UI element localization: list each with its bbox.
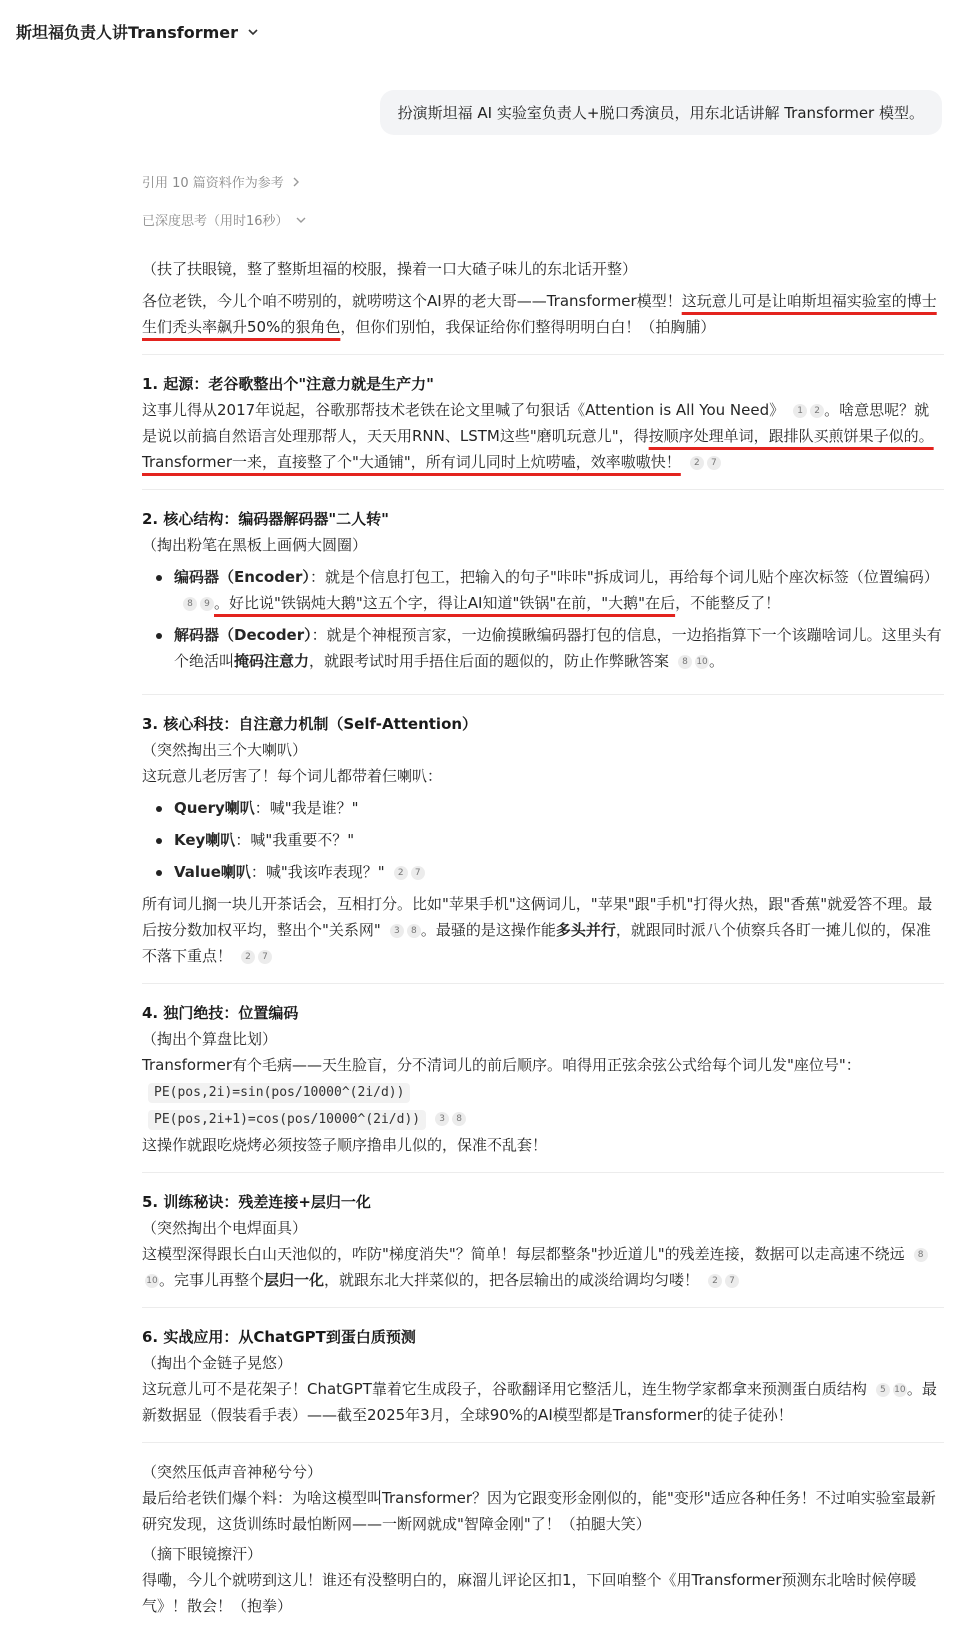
section-heading: 4. 独门绝技：位置编码 [142, 1004, 299, 1022]
text: 。啥意思呢？就是说以前搞自然语言处理那帮人，天天用RNN、LSTM这些"磨叽玩意儿"，得 [142, 401, 930, 445]
text: 这模型深得跟长白山天池似的，咋防"梯度消失"？简单！每层都整条"抄近道儿"的残差连接，数据可以走高速不绕远 [142, 1245, 905, 1263]
formula-code: PE(pos,2i)=sin(pos/10000^(2i/d)) [148, 1083, 410, 1103]
formula-code: PE(pos,2i+1)=cos(pos/10000^(2i/d)) [148, 1110, 426, 1130]
references-label: 引用 10 篇资料作为参考 [142, 176, 284, 191]
thinking-label: 已深度思考（用时16秒） [142, 214, 289, 229]
citation[interactable]: 7 [707, 456, 721, 470]
highlighted-text: 按顺序处理单词，跟排队买煎饼果子似的。Transformer一来，直接整了个"大通铺"，所有词儿同时上炕唠嗑，效率嗷嗷快！ [142, 427, 934, 471]
paragraph [142, 891, 944, 969]
text: 。最骚的是这操作能 [420, 921, 556, 939]
stage-direction: （突然掏出个电焊面具） [142, 1219, 308, 1237]
bullet-list [142, 564, 944, 674]
text: ：喊"我重要不？" [235, 831, 355, 849]
citation[interactable]: 9 [200, 597, 214, 611]
stage-direction: （突然掏出三个大喇叭） [142, 741, 308, 759]
list-item [142, 827, 944, 853]
citation[interactable]: 10 [696, 656, 708, 667]
text: 这玩意儿可不是花架子！ChatGPT靠着它生成段子，谷歌翻译用它整活儿，连生物学家都拿来预测蛋白质结构 [142, 1380, 867, 1398]
intro-section [142, 256, 944, 354]
citation[interactable]: 8 [452, 1112, 466, 1126]
text: ，不能整反了！ [675, 594, 781, 612]
section-heading: 6. 实战应用：从ChatGPT到蛋白质预测 [142, 1328, 416, 1346]
text: 。完事儿再整个 [159, 1271, 265, 1289]
section-heading: 5. 训练秘诀：残差连接+层归一化 [142, 1193, 371, 1211]
highlighted-text: 。好比说"铁锅炖大鹅"这五个字，得让AI知道"铁锅"在前，"大鹅"在后 [214, 594, 676, 612]
list-item [142, 564, 944, 616]
citation[interactable]: 7 [725, 1274, 739, 1288]
citation[interactable]: 3 [435, 1112, 449, 1126]
conversation-title: 斯坦福负责人讲Transformer [16, 23, 239, 42]
section-positional-encoding [142, 983, 944, 1172]
bold-text: Key喇叭 [174, 831, 236, 849]
paragraph [142, 1241, 944, 1293]
paragraph [142, 397, 944, 475]
text: ，就跟考试时用手捂住后面的题似的，防止作弊瞅答案 [309, 652, 670, 670]
stage-direction: （掏出个金链子晃悠） [142, 1354, 293, 1372]
paragraph: 这操作就跟吃烧烤必须按签子顺序撸串儿似的，保准不乱套！ [142, 1136, 548, 1154]
citation[interactable]: 8 [407, 924, 421, 938]
citation[interactable]: 10 [894, 1384, 906, 1395]
chevron-down-icon [295, 214, 307, 226]
text: 这事儿得从2017年说起，谷歌那帮技术老铁在论文里喊了句狠话《Attention is All You Need》 [142, 401, 785, 419]
text: ，就跟东北大拌菜似的，把各层输出的咸淡给调均匀喽！ [324, 1271, 700, 1289]
stage-direction: （掏出个算盘比划） [142, 1030, 278, 1048]
list-item [142, 859, 944, 885]
bold-text: 编码器（Encoder） [174, 568, 310, 586]
bold-text: 层归一化 [264, 1271, 325, 1289]
chevron-down-icon [246, 25, 260, 39]
stage-direction: （突然压低声音神秘兮兮） [142, 1463, 323, 1481]
list-item [142, 795, 944, 821]
text: ：喊"我该咋表现？" [250, 863, 385, 881]
thinking-toggle[interactable] [142, 210, 307, 229]
text: 所有词儿搁一块儿开茶话会，互相打分。比如"苹果手机"这俩词儿，"苹果"跟"手机"打得火热，跟"香蕉"就爱答不理。最后按分数加权平均，整出个"关系网" [142, 895, 933, 939]
citation[interactable]: 7 [258, 950, 272, 964]
text: ：就是个信息打包工，把输入的句子"咔咔"拆成词儿，再给每个词儿贴个座次标签（位置编码） [309, 568, 939, 586]
highlighted-text: 这玩意儿可是让咱斯坦福实验室的博士生们秃头率飙升50%的狠角色 [142, 292, 937, 336]
citation[interactable]: 2 [708, 1274, 722, 1288]
text: 。 [709, 652, 725, 670]
intro-paragraph [142, 288, 944, 340]
citation[interactable]: 8 [183, 597, 197, 611]
citation[interactable]: 1 [793, 404, 807, 418]
references-toggle[interactable] [142, 172, 302, 191]
text: ，就跟同时派八个侦察兵各盯一摊儿似的，保准不落下重点！ [142, 921, 931, 965]
citation[interactable]: 2 [394, 866, 408, 880]
section-structure [142, 489, 944, 694]
bold-text: 解码器（Decoder） [174, 626, 312, 644]
bold-text: Value喇叭 [174, 863, 251, 881]
conversation-title-dropdown[interactable] [16, 20, 260, 43]
text: 。最新数据显（假装看手表）——截至2025年3月，全球90%的AI模型都是Transformer的徒子徒孙！ [142, 1380, 937, 1424]
text: ，但你们别怕，我保证给你们整得明明白白！（拍胸脯） [340, 318, 716, 336]
citation[interactable]: 10 [146, 1275, 158, 1286]
paragraph: 最后给老铁们爆个料：为啥这模型叫Transformer？因为它跟变形金刚似的，能"变形"适应各种任务！不过咱实验室最新研究发现，这货训练时最怕断网——一断网就成"智障金刚"了！（拍腿大笑） [142, 1489, 936, 1533]
paragraph: Transformer有个毛病——天生脸盲，分不清词儿的前后顺序。咱得用正弦余弦公式给每个词儿发"座位号"： [142, 1056, 861, 1074]
paragraph: 得嘞，今儿个就唠到这儿！谁还有没整明白的，麻溜儿评论区扣1，下回咱整个《用Transformer预测东北啥时候停暖气》！散会！（抱拳） [142, 1571, 917, 1615]
section-heading: 2. 核心结构：编码器解码器"二人转" [142, 510, 389, 528]
bold-text: Query喇叭 [174, 799, 255, 817]
section-origin [142, 354, 944, 489]
stage-direction: （摘下眼镜擦汗） [142, 1545, 263, 1563]
bold-text: 多头并行 [555, 921, 616, 939]
section-applications [142, 1307, 944, 1442]
citation[interactable]: 5 [876, 1383, 890, 1397]
stage-direction: （掏出粉笔在黑板上画俩大圆圈） [142, 536, 368, 554]
outro-section [142, 1442, 944, 1633]
text: ：喊"我是谁？" [254, 799, 359, 817]
citation[interactable]: 8 [678, 655, 692, 669]
section-heading: 3. 核心科技：自注意力机制（Self-Attention） [142, 715, 478, 733]
paragraph: 这玩意儿老厉害了！每个词儿都带着仨喇叭： [142, 767, 443, 785]
citation[interactable]: 3 [390, 924, 404, 938]
list-item [142, 622, 944, 674]
citation[interactable]: 8 [914, 1248, 928, 1262]
citation[interactable]: 2 [690, 456, 704, 470]
section-self-attention [142, 694, 944, 983]
stage-direction: （扶了扶眼镜，整了整斯坦福的校服，操着一口大碴子味儿的东北话开整） [142, 260, 638, 278]
citation[interactable]: 2 [241, 950, 255, 964]
assistant-response [142, 256, 944, 1633]
citation[interactable]: 2 [810, 404, 824, 418]
citation[interactable]: 7 [411, 866, 425, 880]
chevron-right-icon [290, 176, 302, 188]
section-training [142, 1172, 944, 1307]
text: 各位老铁，今儿个咱不唠别的，就唠唠这个AI界的老大哥——Transformer模型！ [142, 292, 682, 310]
paragraph [142, 1376, 944, 1428]
user-message: 扮演斯坦福 AI 实验室负责人+脱口秀演员，用东北话讲解 Transformer 模型。 [380, 90, 942, 135]
text: ：就是个神棍预言家，一边偷摸瞅编码器打包的信息，一边掐指算下一个该蹦啥词儿。这里头有个绝活叫 [174, 626, 942, 670]
bold-text: 掩码注意力 [234, 652, 310, 670]
section-heading: 1. 起源：老谷歌整出个"注意力就是生产力" [142, 375, 434, 393]
bullet-list [142, 795, 944, 885]
